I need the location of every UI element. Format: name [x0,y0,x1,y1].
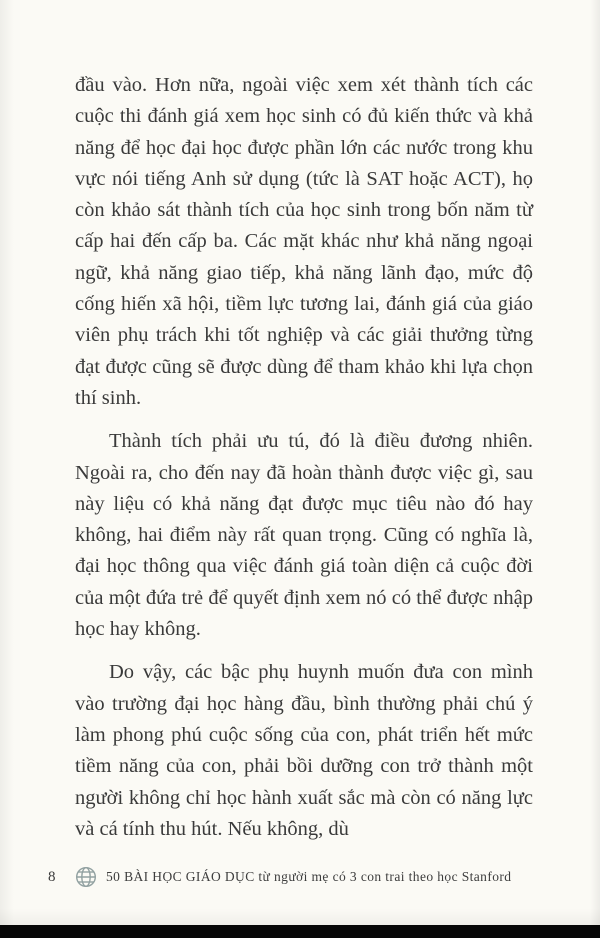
book-series-title: 50 BÀI HỌC GIÁO DỤC [106,869,255,884]
body-paragraph: Do vậy, các bậc phụ huynh muốn đưa con mình vào trường đại học hàng đầu, bình thường phải chú ý làm phong phú cuộc sống của con, phát triển hết mức tiềm năng của con, phải bồi dưỡng con trở thành một người không chỉ học hành xuất sắc mà còn có năng lực và cá tính thu hút. Nếu không, dù [75,661,533,840]
running-footer-title [106,869,511,885]
page-number: 8 [48,868,56,885]
body-paragraph: đầu vào. Hơn nữa, ngoài việc xem xét thành tích các cuộc thi đánh giá xem học sinh có đủ kiến thức và khả năng để học đại học được phần lớn các nước trong khu vực nói tiếng Anh sử dụng (tức là SAT hoặc ACT), họ còn khảo sát thành tích của học sinh trong bốn năm từ cấp hai đến cấp ba. Các mặt khác như khả năng ngoại ngữ, khả năng giao tiếp, khả năng lãnh đạo, mức độ cống hiến xã hội, tiềm lực tương lai, đánh giá của giáo viên phụ trách khi tốt nghiệp và các giải thưởng từng đạt được cũng sẽ được dùng để tham khảo khi lựa chọn thí sinh. [75,74,533,409]
body-text [75,70,533,857]
page-footer [48,864,548,890]
globe-icon [74,865,98,889]
scan-edge-bar [0,925,600,938]
body-paragraph: Thành tích phải ưu tú, đó là điều đương nhiên. Ngoài ra, cho đến nay đã hoàn thành được việc gì, sau này liệu có khả năng đạt được mục tiêu nào đó hay không, hai điểm này rất quan trọng. Cũng có nghĩa là, đại học thông qua việc đánh giá toàn diện cả cuộc đời của một đứa trẻ để quyết định xem nó có thể được nhập học hay không. [75,430,533,641]
book-subtitle: từ người mẹ có 3 con trai theo học Stanford [254,869,512,884]
